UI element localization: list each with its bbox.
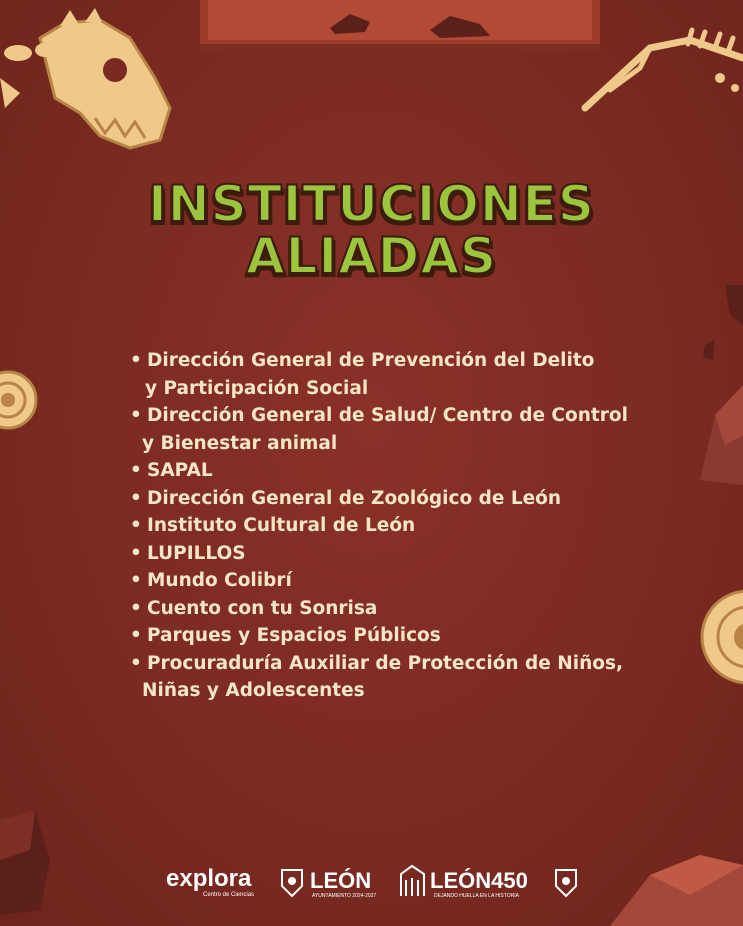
bullet-icon: • [130,570,142,591]
dinosaur-skull-fossil [0,8,180,153]
list-item-text: Parques y Espacios Públicos [147,625,441,646]
explora-logo-text: explora [166,865,252,892]
leon-logo [282,868,376,899]
list-item [130,512,690,540]
title-line-2: ALIADAS [245,227,498,285]
list-item-text-continued: y Bienestar animal [142,432,338,454]
list-item-text: Dirección General de Salud/ Centro de Control [147,405,628,426]
list-item-text: Procuraduría Auxiliar de Protección de Niños, [147,652,624,674]
list-item-text-continued: Niñas y Adolescentes [142,680,365,701]
bullet-icon: • [130,350,142,371]
list-item [130,457,690,485]
list-item-text-continued: y Participación Social [145,377,369,399]
list-item [130,347,690,402]
bullet-icon: • [130,460,142,481]
bullet-icon: • [130,405,142,426]
bullet-icon: • [130,625,142,646]
list-item-text: LUPILLOS [147,542,246,564]
explora-logo [166,865,254,898]
list-item [130,485,690,513]
list-item-text: Dirección General de Prevención del Delito [147,350,595,371]
explora-logo-subtitle: Centro de Ciencias [203,892,255,898]
list-item [130,402,690,457]
list-item [130,650,690,705]
arch-icon [401,866,424,896]
title-block [0,175,743,285]
list-item [130,595,690,623]
list-item [130,567,690,595]
bullet-icon: • [130,542,142,564]
dig-site-shelf [200,0,600,60]
leon450-logo-subtitle: DEJANDO HUELLA EN LA HISTORIA [434,893,519,899]
list-item-text: Dirección General de Zoológico de León [147,487,562,509]
bullet-icon: • [130,515,142,536]
leon450-logo [401,866,576,899]
leon450-logo-text: LEÓN450 [430,868,528,893]
ammonite-fossil-left [0,365,40,435]
list-item [130,540,690,568]
list-item-text: Mundo Colibrí [147,570,292,591]
list-item [130,622,690,650]
bullet-icon: • [130,487,142,509]
list-item-text: Cuento con tu Sonrisa [147,597,378,619]
partner-logos [0,862,743,902]
pterodactyl-fossil [580,18,743,118]
bullet-icon: • [130,652,142,674]
list-item-text: SAPAL [147,460,213,481]
bullet-icon: • [130,597,142,619]
leon-logo-subtitle: AYUNTAMIENTO 2024-2027 [312,893,377,899]
institutions-list [130,347,690,705]
leon-logo-text: LEÓN [310,868,372,893]
list-item-text: Instituto Cultural de León [147,515,416,536]
title-line-1: INSTITUCIONES [148,175,595,233]
ammonite-fossil-right [700,585,743,690]
rock-right [695,285,743,495]
